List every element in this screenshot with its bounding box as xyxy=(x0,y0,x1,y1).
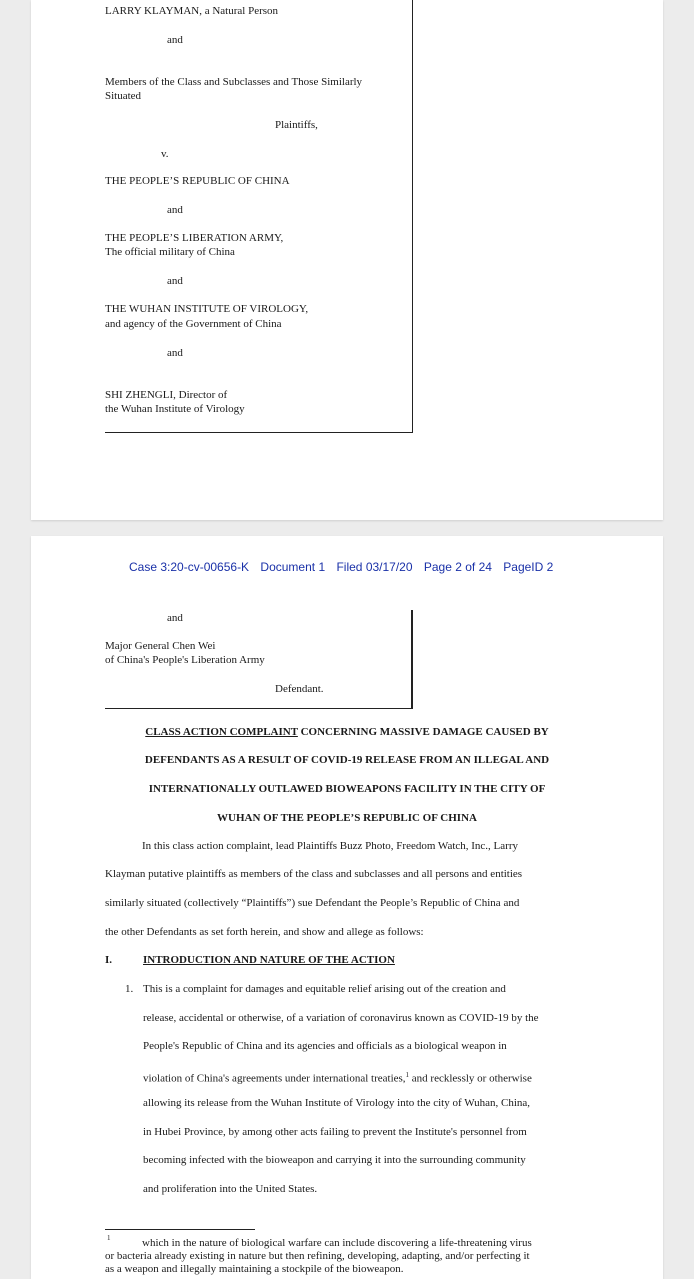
intro-line: similarly situated (collectively “Plaintiffs”) sue Defendant the People’s Republic of China and xyxy=(105,897,520,909)
defendant-name: Major General Chen Wei xyxy=(105,640,216,652)
defendant-name: THE PEOPLE’S LIBERATION ARMY, xyxy=(105,232,284,244)
footnote-rule xyxy=(105,1229,255,1230)
and-connector: and xyxy=(167,612,183,624)
footnote-line: or bacteria already existing in nature but then refining, developing, adapting, and/or perfecting it xyxy=(105,1250,530,1262)
complaint-title-rest: CONCERNING MASSIVE DAMAGE CAUSED BY xyxy=(297,726,549,738)
document-page-2 xyxy=(31,536,663,1279)
section-number: I. xyxy=(105,954,113,966)
paragraph-line: becoming infected with the bioweapon and carrying it into the surrounding community xyxy=(143,1154,526,1166)
section-heading: INTRODUCTION AND NATURE OF THE ACTION xyxy=(143,954,395,966)
and-connector: and xyxy=(167,275,183,287)
complaint-title-underlined: CLASS ACTION COMPLAINT xyxy=(145,726,298,738)
page-id: PageID 2 xyxy=(503,560,554,574)
page-count: Page 2 of 24 xyxy=(423,560,492,574)
paragraph-line: People's Republic of China and its agencies and officials as a biological weapon in xyxy=(143,1040,507,1052)
defendant-name: THE PEOPLE’S REPUBLIC OF CHINA xyxy=(105,175,290,187)
document-number: Document 1 xyxy=(260,560,326,574)
paragraph-line: allowing its release from the Wuhan Institute of Virology into the city of Wuhan, China, xyxy=(143,1097,531,1109)
and-connector: and xyxy=(167,347,183,359)
class-line: Situated xyxy=(105,90,142,102)
defendant-desc: the Wuhan Institute of Virology xyxy=(105,403,245,415)
and-connector: and xyxy=(167,204,183,216)
paragraph-number: 1. xyxy=(125,983,134,995)
footnote-line: as a weapon and illegally maintaining a stockpile of the bioweapon. xyxy=(105,1263,404,1275)
and-connector: and xyxy=(167,34,183,46)
footnote-marker: 1 xyxy=(107,1234,111,1242)
defendant-name: THE WUHAN INSTITUTE OF VIROLOGY, xyxy=(105,303,309,315)
filed-date: Filed 03/17/20 xyxy=(336,560,413,574)
paragraph-line: release, accidental or otherwise, of a variation of coronavirus known as COVID-19 by the xyxy=(143,1012,539,1024)
defendant-desc: and agency of the Government of China xyxy=(105,318,282,330)
complaint-title-line: DEFENDANTS AS A RESULT OF COVID-19 RELEASE FROM AN ILLEGAL AND xyxy=(144,754,550,766)
plaintiff-name: LARRY KLAYMAN, a Natural Person xyxy=(105,5,279,17)
defendant-desc: of China's People's Liberation Army xyxy=(105,654,265,666)
intro-line: In this class action complaint, lead Plaintiffs Buzz Photo, Freedom Watch, Inc., Larry xyxy=(142,840,518,852)
footnote-ref[interactable]: 1 xyxy=(405,1071,410,1079)
intro-line: the other Defendants as set forth herein, and show and allege as follows: xyxy=(105,926,424,938)
intro-line: Klayman putative plaintiffs as members of the class and subclasses and all persons and entities xyxy=(105,868,523,880)
complaint-title-line: INTERNATIONALLY OUTLAWED BIOWEAPONS FACILITY IN THE CITY OF xyxy=(148,783,546,795)
defendant-desc: The official military of China xyxy=(105,246,235,258)
case-number: Case 3:20-cv-00656-K xyxy=(129,560,250,574)
defendant-name: SHI ZHENGLI, Director of xyxy=(105,389,228,401)
class-line: Members of the Class and Subclasses and Those Similarly xyxy=(105,76,363,88)
plaintiffs-label: Plaintiffs, xyxy=(275,119,318,131)
complaint-title-line xyxy=(31,725,663,739)
document-page-1 xyxy=(31,0,663,520)
versus: v. xyxy=(161,148,169,160)
ecf-header xyxy=(129,560,561,574)
complaint-title-line: WUHAN OF THE PEOPLE’S REPUBLIC OF CHINA xyxy=(217,812,477,824)
paragraph-line: This is a complaint for damages and equitable relief arising out of the creation and xyxy=(143,983,506,995)
footnote-line: which in the nature of biological warfare can include discovering a life-threatening virus xyxy=(142,1237,532,1249)
defendant-label: Defendant. xyxy=(275,683,324,695)
caption-box xyxy=(105,0,413,433)
paragraph-line: violation of China's agreements under international treaties,$^1$ and recklessly or otherwise xyxy=(143,1071,532,1085)
paragraph-line: in Hubei Province, by among other acts failing to prevent the Institute's personnel from xyxy=(143,1126,527,1138)
paragraph-line: and proliferation into the United States. xyxy=(143,1183,318,1195)
